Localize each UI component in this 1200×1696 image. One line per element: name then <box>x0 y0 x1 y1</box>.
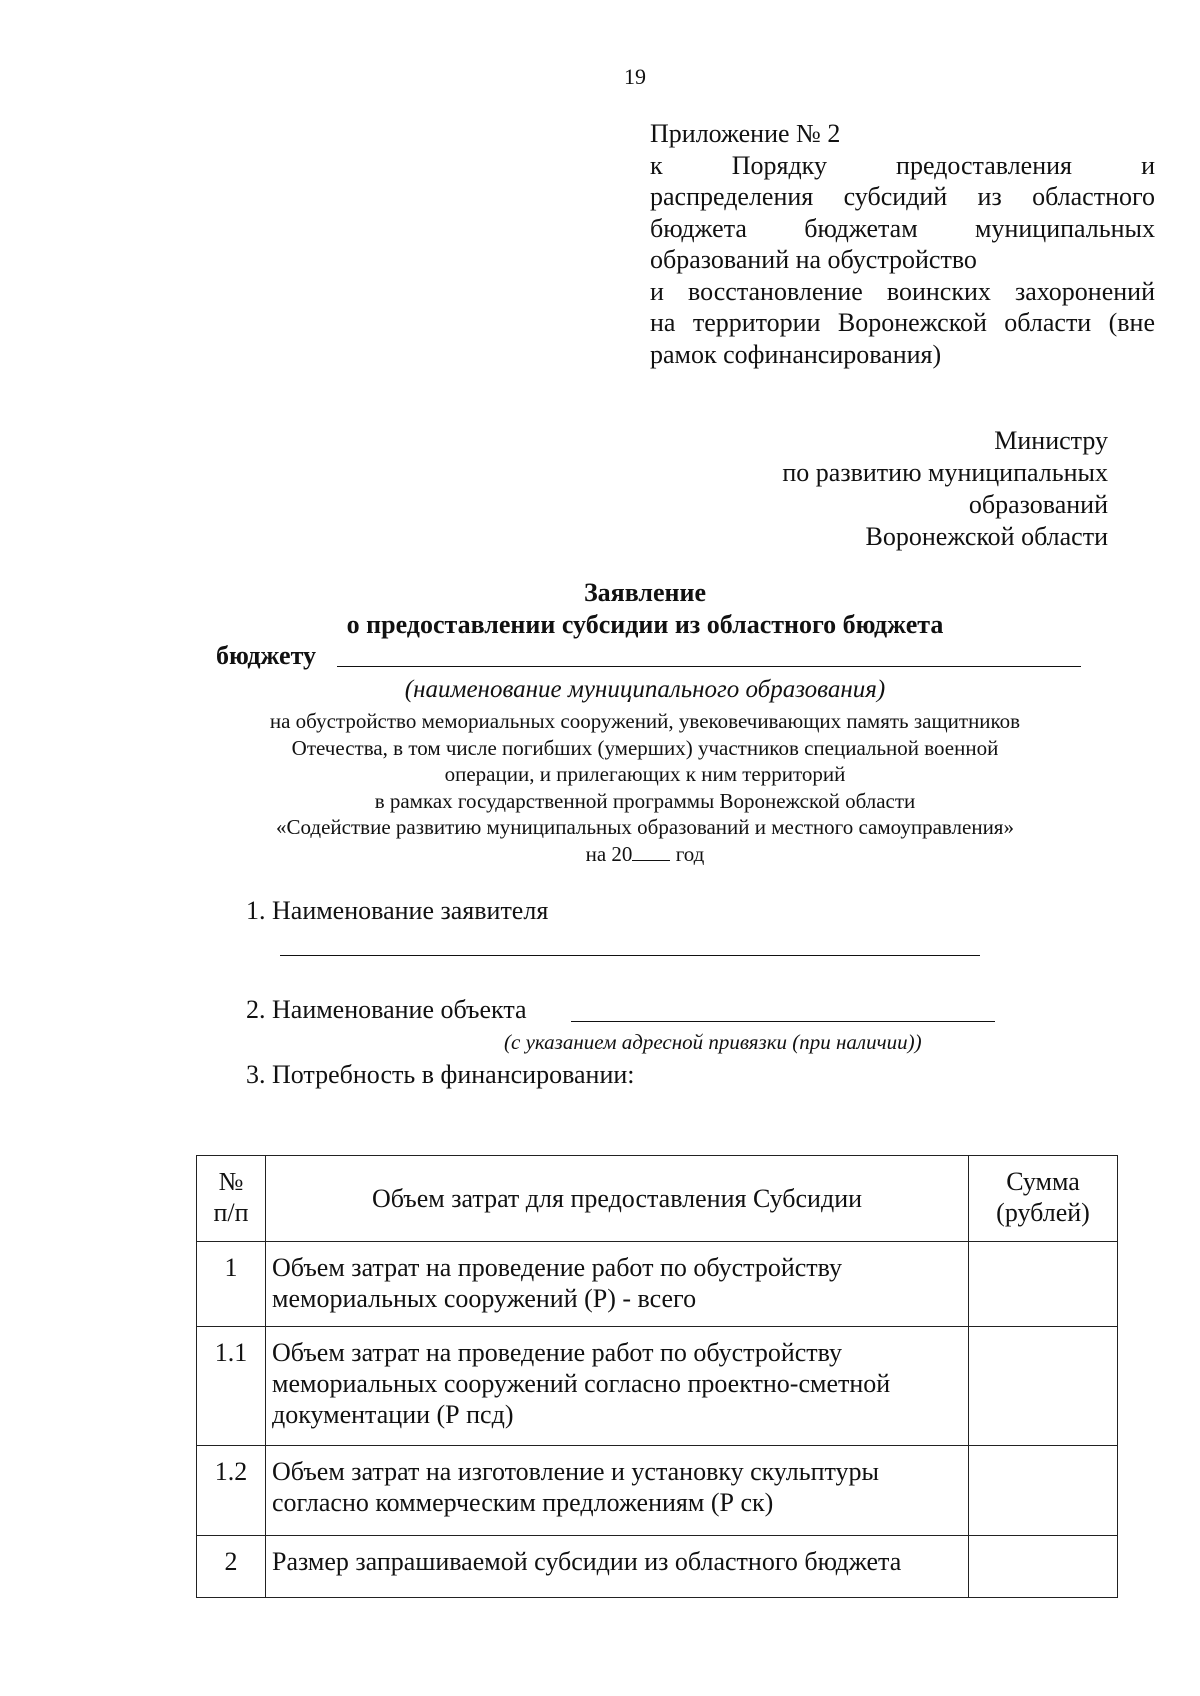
item-funding-need: 3. Потребность в финансировании: <box>246 1060 635 1089</box>
header-description: Объем затрат для предоставления Субсидии <box>266 1156 969 1242</box>
row-description <box>266 1327 969 1446</box>
appendix-line-1 <box>650 150 1155 182</box>
statement-subtitle: о предоставлении субсидии из областного бюджета <box>346 610 944 639</box>
header-sum-line: (рублей) <box>996 1198 1090 1227</box>
year-row <box>205 841 1085 868</box>
header-num <box>197 1156 266 1242</box>
row-description <box>266 1446 969 1536</box>
addressee-line-1: Министру <box>994 426 1108 455</box>
item-applicant-name: 1. Наименование заявителя <box>246 896 549 925</box>
appendix-line-5: и восстановление воинских захоронений <box>650 276 1155 306</box>
addressee-line-2: по развитию муниципальных <box>782 458 1108 487</box>
addressee-line-3: образований <box>968 490 1108 519</box>
row-sum-cell[interactable] <box>969 1327 1118 1446</box>
funding-table <box>196 1155 1118 1598</box>
appendix-line-3: бюджета бюджетам муниципальных <box>650 213 1155 243</box>
header-num-line: № <box>218 1167 244 1196</box>
row-description-line: согласно коммерческим предложениям (Р ск) <box>272 1488 774 1517</box>
table-row <box>197 1446 1118 1536</box>
appendix-line-4: образований на обустройство <box>650 245 977 274</box>
appendix-line-7: рамок софинансирования) <box>650 339 942 369</box>
row-description-line: Объем затрат на проведение работ по обустройству <box>272 1253 843 1282</box>
year-prefix: на 20 <box>585 841 633 866</box>
row-sum-cell[interactable] <box>969 1536 1118 1598</box>
appendix-word: предоставления <box>896 150 1073 180</box>
budget-label: бюджету <box>216 641 317 670</box>
row-description-line: мемориальных сооружений согласно проектно-сметной <box>272 1369 891 1398</box>
purpose-line-2: Отечества, в том числе погибших (умерших) участников специальной военной <box>291 735 999 760</box>
budget-fill-line[interactable] <box>337 666 1081 667</box>
appendix-line-2: распределения субсидий из областного <box>650 182 1155 211</box>
statement-title: Заявление <box>583 578 707 607</box>
row-num: 2 <box>197 1536 266 1598</box>
item-object-name: 2. Наименование объекта <box>246 995 527 1024</box>
row-description-line: Объем затрат на изготовление и установку скульптуры <box>272 1457 880 1486</box>
table-row <box>197 1242 1118 1327</box>
purpose-line-1: на обустройство мемориальных сооружений, увековечивающих память защитников <box>269 709 1021 733</box>
table-row <box>197 1327 1118 1446</box>
appendix-word: к <box>650 150 663 180</box>
applicant-fill-line[interactable] <box>280 955 980 956</box>
row-num: 1.1 <box>197 1327 266 1446</box>
row-description-line: Объем затрат на проведение работ по обустройству <box>272 1338 843 1367</box>
row-description-line: мемориальных сооружений (Р) - всего <box>272 1284 697 1313</box>
page-number: 19 <box>624 64 646 89</box>
table-header-row <box>197 1156 1118 1242</box>
year-suffix: год <box>675 841 705 866</box>
table-row <box>197 1536 1118 1598</box>
appendix-word: Порядку <box>731 150 827 180</box>
row-sum-cell[interactable] <box>969 1446 1118 1536</box>
budget-hint: (наименование муниципального образования) <box>404 676 886 703</box>
row-description-line: Размер запрашиваемой субсидии из областного бюджета <box>272 1547 902 1576</box>
row-num: 1 <box>197 1242 266 1327</box>
row-description <box>266 1242 969 1327</box>
addressee-block <box>648 425 1108 553</box>
purpose-line-4: в рамках государственной программы Воронежской области <box>374 788 916 813</box>
purpose-line-5: «Содействие развитию муниципальных образований и местного самоуправления» <box>276 815 1014 839</box>
header-sum <box>969 1156 1118 1242</box>
appendix-word: и <box>1141 150 1156 180</box>
row-description-line: документации (Р псд) <box>272 1400 514 1429</box>
addressee-line-4: Воронежской области <box>865 522 1108 551</box>
appendix-block <box>650 118 1155 370</box>
purpose-block <box>205 708 1085 867</box>
row-description <box>266 1536 969 1598</box>
object-fill-line[interactable] <box>571 1021 995 1022</box>
appendix-title: Приложение № 2 <box>650 119 841 148</box>
appendix-line-6: на территории Воронежской области (вне <box>650 308 1155 337</box>
object-hint: (с указанием адресной привязки (при наличии)) <box>504 1030 922 1054</box>
row-sum-cell[interactable] <box>969 1242 1118 1327</box>
row-num: 1.2 <box>197 1446 266 1536</box>
purpose-line-3: операции, и прилегающих к ним территорий <box>444 762 846 786</box>
year-fill-line[interactable] <box>632 860 670 861</box>
header-num-line: п/п <box>213 1198 249 1227</box>
header-sum-line: Сумма <box>1006 1167 1080 1196</box>
